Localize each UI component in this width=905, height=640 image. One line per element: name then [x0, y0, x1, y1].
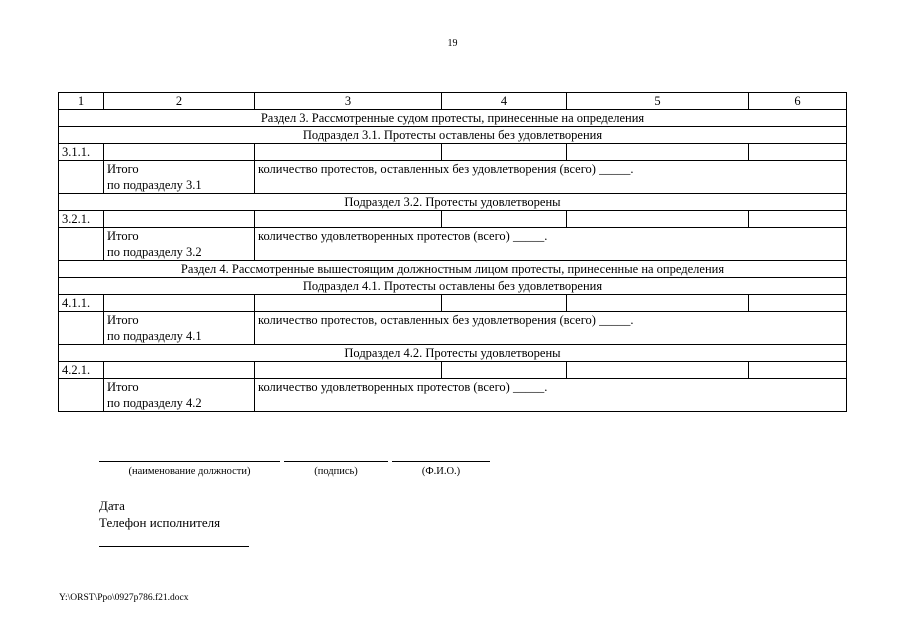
signature-caption: (подпись) [314, 466, 358, 477]
total-label: Итого по подразделу 3.2 [104, 228, 255, 261]
table-row [59, 362, 847, 379]
subsection-row [59, 127, 847, 144]
position-caption: (наименование должности) [128, 466, 251, 477]
table-cell [442, 144, 567, 161]
subsection-4-1-title: Подраздел 4.1. Протесты оставлены без удовлетворения [59, 278, 847, 295]
name-signature-line [392, 461, 490, 462]
table-header-row [59, 93, 847, 110]
table-cell [255, 362, 442, 379]
table-cell [59, 161, 104, 194]
page-number: 19 [447, 38, 458, 49]
table-cell [567, 295, 749, 312]
table-cell [749, 144, 847, 161]
total-label: Итого по подразделу 3.1 [104, 161, 255, 194]
table-cell [567, 144, 749, 161]
name-caption: (Ф.И.О.) [421, 466, 461, 477]
table-cell [442, 362, 567, 379]
row-number: 4.2.1. [59, 362, 104, 379]
table-cell [255, 144, 442, 161]
phone-label: Телефон исполнителя [99, 515, 221, 530]
total-label: Итого по подразделу 4.2 [104, 379, 255, 412]
subsection-3-1-title: Подраздел 3.1. Протесты оставлены без удовлетворения [59, 127, 847, 144]
table-row [59, 144, 847, 161]
total-text: количество удовлетворенных протестов (всего) _____. [255, 228, 847, 261]
column-header: 3 [255, 93, 442, 110]
total-label: Итого по подразделу 4.1 [104, 312, 255, 345]
date-label: Дата [99, 498, 125, 513]
total-text: количество протестов, оставленных без удовлетворения (всего) _____. [255, 312, 847, 345]
table-cell [104, 362, 255, 379]
table-cell [749, 362, 847, 379]
report-table [58, 92, 847, 412]
table-cell [59, 379, 104, 412]
row-number: 3.1.1. [59, 144, 104, 161]
section-row [59, 261, 847, 278]
total-row [59, 379, 847, 412]
table-cell [59, 312, 104, 345]
subsection-4-2-title: Подраздел 4.2. Протесты удовлетворены [59, 345, 847, 362]
section-row [59, 110, 847, 127]
column-header: 2 [104, 93, 255, 110]
table-row [59, 211, 847, 228]
column-header: 1 [59, 93, 104, 110]
subsection-3-2-title: Подраздел 3.2. Протесты удовлетворены [59, 194, 847, 211]
table-cell [749, 295, 847, 312]
section-3-title: Раздел 3. Рассмотренные судом протесты, принесенные на определения [59, 110, 847, 127]
column-header: 5 [567, 93, 749, 110]
footer-file-path: Y:\ORST\Ppo\0927p786.f21.docx [59, 593, 189, 603]
position-signature-line [99, 461, 280, 462]
total-row [59, 161, 847, 194]
total-text: количество удовлетворенных протестов (всего) _____. [255, 379, 847, 412]
subsection-row [59, 278, 847, 295]
signature-line [284, 461, 388, 462]
table-row [59, 295, 847, 312]
column-header: 6 [749, 93, 847, 110]
table-cell [255, 295, 442, 312]
subsection-row [59, 194, 847, 211]
table-cell [104, 211, 255, 228]
subsection-row [59, 345, 847, 362]
total-row [59, 228, 847, 261]
table-cell [567, 362, 749, 379]
total-row [59, 312, 847, 345]
table-cell [442, 295, 567, 312]
table-cell [104, 295, 255, 312]
row-number: 4.1.1. [59, 295, 104, 312]
table-cell [749, 211, 847, 228]
table-cell [255, 211, 442, 228]
table-cell [104, 144, 255, 161]
table-cell [59, 228, 104, 261]
row-number: 3.2.1. [59, 211, 104, 228]
table-cell [567, 211, 749, 228]
phone-line [99, 546, 249, 547]
total-text: количество протестов, оставленных без удовлетворения (всего) _____. [255, 161, 847, 194]
column-header: 4 [442, 93, 567, 110]
section-4-title: Раздел 4. Рассмотренные вышестоящим должностным лицом протесты, принесенные на определения [59, 261, 847, 278]
table-cell [442, 211, 567, 228]
